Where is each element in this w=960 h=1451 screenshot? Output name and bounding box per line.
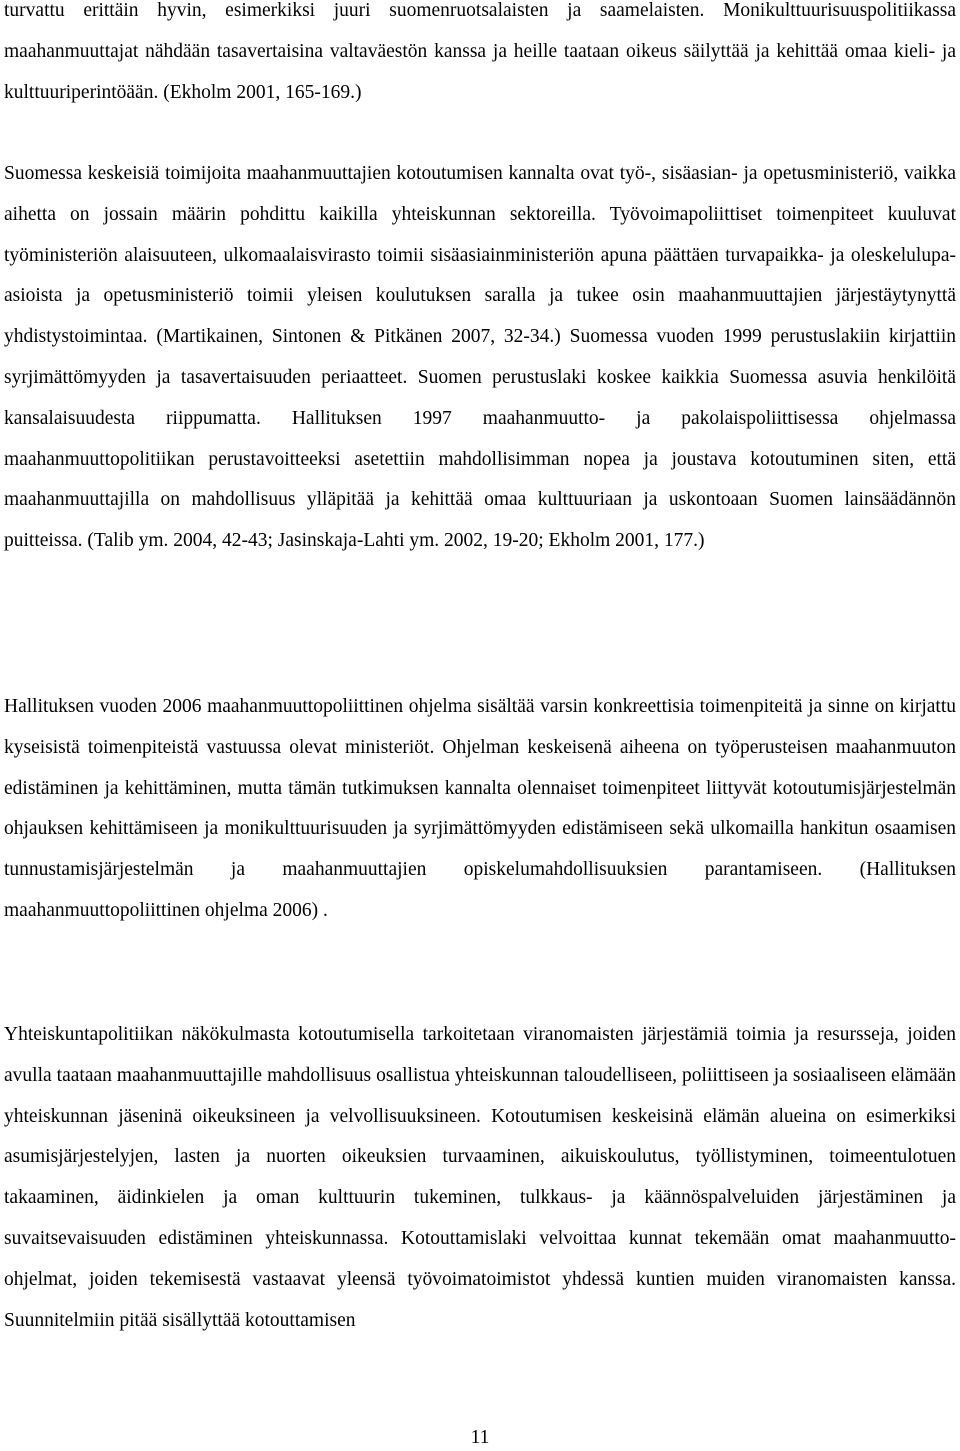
body-paragraph-2: Suomessa keskeisiä toimijoita maahanmuuttajien kotoutumisen kannalta ovat työ-, sisäasian- ja opetusministeriö, vaikka aihetta on jossain määrin pohdittu kaikilla yhteiskunnan sektoreilla. Työvoimapoliittiset toimenpiteet kuuluvat työministeriön alaisuuteen, ulkomaalaisvirasto toimii sisäasiainministeriön apuna päättäen turvapaikka- ja oleskelulupa-asioista ja opetusministeriö toimii yleisen koulutuksen saralla ja tukee osin maahanmuuttajien järjestäytynyttä yhdistystoimintaa. (Martikainen, Sintonen & Pitkänen 2007, 32-34.) Suomessa vuoden 1999 perustuslakiin kirjattiin syrjimättömyyden ja tasavertaisuuden periaatteet. Suomen perustuslaki koskee kaikkia Suomessa asuvia henkilöitä kansalaisuudesta riippumatta. Hallituksen 1997 maahanmuutto- ja pakolaispoliittisessa ohjelmassa maahanmuuttopolitiikan perustavoitteeksi asetettiin mahdollisimman nopea ja joustava kotoutuminen siten, että maahanmuuttajilla on mahdollisuus ylläpitää ja kehittää omaa kulttuuriaan ja uskontoaan Suomen lainsäädännön puitteissa. (Talib ym. 2004, 42-43; Jasinskaja-Lahti ym. 2002, 19-20; Ekholm 2001, 177.) <box>4 163 956 552</box>
page-number: 11 <box>470 1427 490 1448</box>
body-paragraph-4: Yhteiskuntapolitiikan näkökulmasta kotoutumisella tarkoitetaan viranomaisten järjestämiä toimia ja resursseja, joiden avulla taataan maahanmuuttajille mahdollisuus osallistua yhteiskunnan taloudelliseen, poliittiseen ja sosiaaliseen elämään yhteiskunnan jäseninä oikeuksineen ja velvollisuuksineen. Kotoutumisen keskeisinä elämän alueina on esimerkiksi asumisjärjestelyjen, lasten ja nuorten oikeuksien turvaaminen, aikuiskoulutus, työllistyminen, toimeentulotuen takaaminen, äidinkielen ja oman kulttuurin tukeminen, tulkkaus- ja käännöspalveluiden järjestäminen ja suvaitsevaisuuden edistäminen yhteiskunnassa. Kotouttamislaki velvoittaa kunnat tekemään omat maahanmuutto-ohjelmat, joiden tekemisestä vastaavat yleensä työvoimatoimistot yhdessä kuntien muiden viranomaisten kanssa. Suunnitelmiin pitää sisällyttää kotouttamisen <box>4 1024 956 1331</box>
body-paragraph-1: turvattu erittäin hyvin, esimerkiksi juuri suomenruotsalaisten ja saamelaisten. Monikulttuurisuuspolitiikassa maahanmuuttajat nähdään tasavertaisina valtaväestön kanssa ja heille taataan oikeus säilyttää ja kehittää omaa kieli- ja kulttuuriperintöään. (Ekholm 2001, 165-169.) <box>4 0 956 103</box>
body-paragraph-3: Hallituksen vuoden 2006 maahanmuuttopoliittinen ohjelma sisältää varsin konkreettisia toimenpiteitä ja sinne on kirjattu kyseisistä toimenpiteistä vastuussa olevat ministeriöt. Ohjelman keskeisenä aiheena on työperusteisen maahanmuuton edistäminen ja kehittäminen, mutta tämän tutkimuksen kannalta olennaiset toimenpiteet liittyvät kotoutumisjärjestelmän ohjauksen kehittämiseen ja monikulttuurisuuden ja syrjimättömyyden edistämiseen sekä ulkomailla hankitun osaamisen tunnustamisjärjestelmän ja maahanmuuttajien opiskelumahdollisuuksien parantamiseen. (Hallituksen maahanmuuttopoliittinen ohjelma 2006) . <box>4 696 956 921</box>
document-page <box>4 0 956 1451</box>
